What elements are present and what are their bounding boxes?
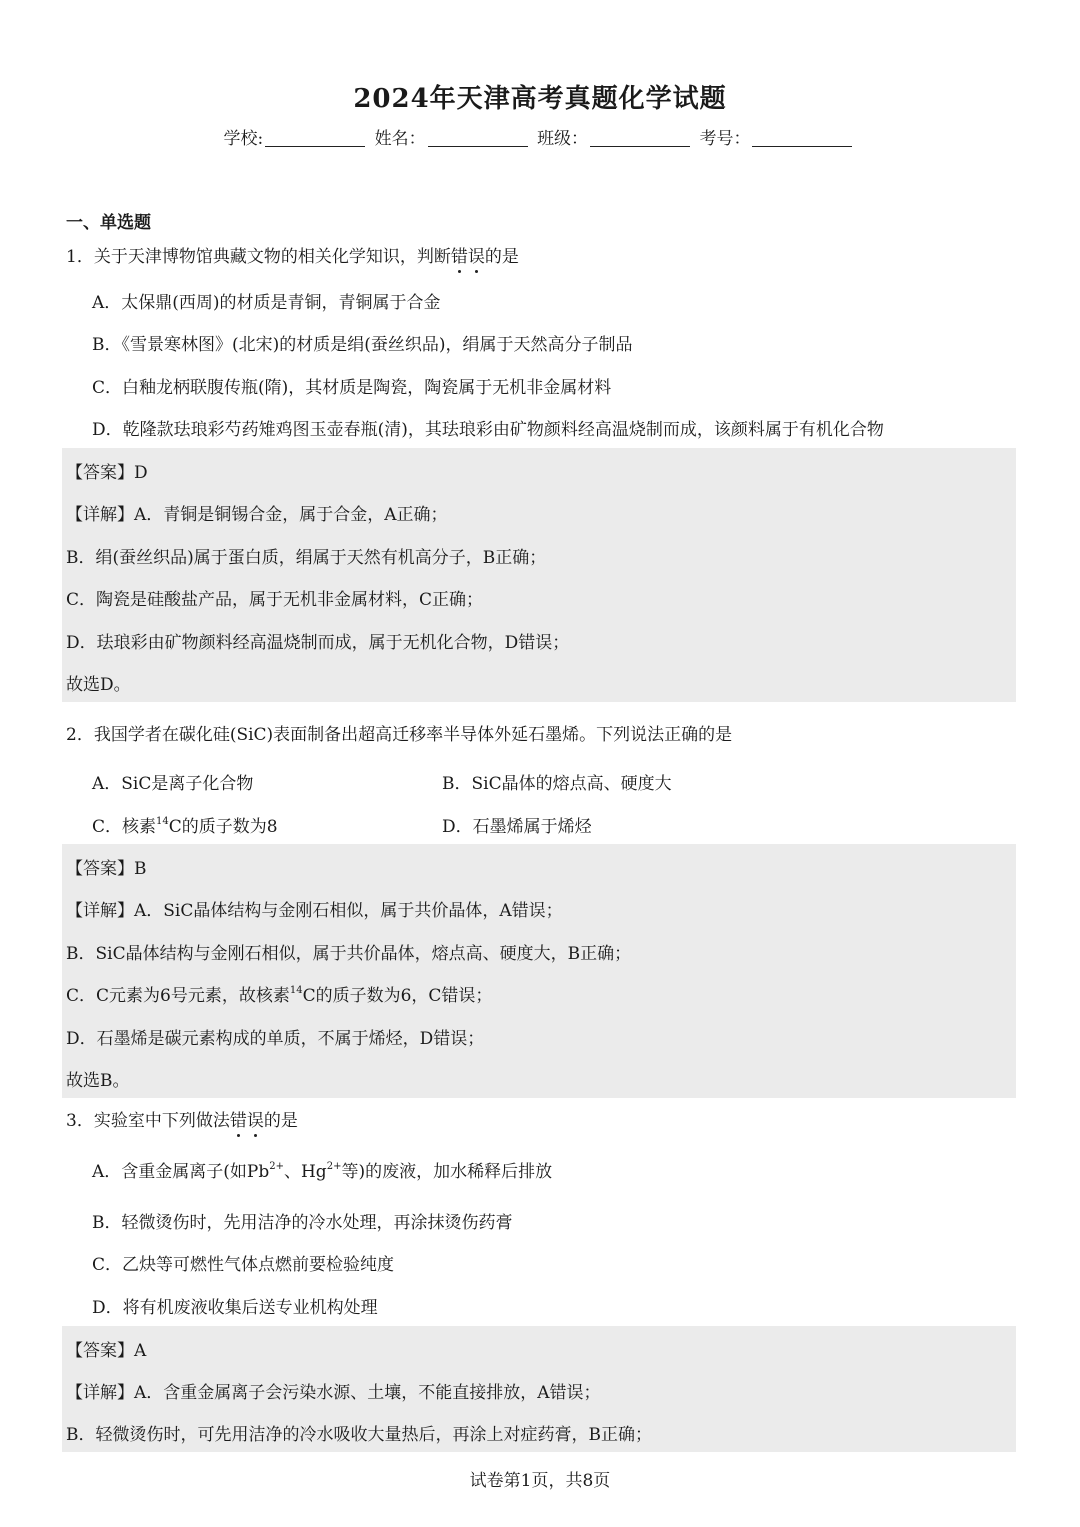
answer-box-1 <box>62 448 1016 702</box>
question-1-detail-line: D．珐琅彩由矿物颜料经高温烧制而成，属于无机化合物，D错误； <box>66 633 570 653</box>
school-label: 学校: <box>223 129 264 149</box>
question-1-detail-line: 故选D。 <box>66 675 131 695</box>
question-2-detail-line: D．石墨烯是碳元素构成的单质，不属于烯烃，D错误； <box>66 1029 485 1049</box>
question-2-stem: 2．我国学者在碳化硅(SiC)表面制备出超高迁移率半导体外延石墨烯。下列说法正确的是 <box>66 725 733 745</box>
question-3-detail-line: B．轻微烫伤时，可先用洁净的冷水吸收大量热后，再涂上对症药膏，B正确； <box>66 1425 652 1445</box>
question-1-detail-line: B．绢(蚕丝织品)属于蛋白质，绢属于天然有机高分子，B正确； <box>66 548 547 568</box>
class-label: 班级： <box>537 129 589 149</box>
name-blank[interactable] <box>428 130 528 147</box>
question-3-detail-line: 【详解】A．含重金属离子会污染水源、土壤，不能直接排放，A错误； <box>66 1383 601 1403</box>
question-2-detail-line: 故选B。 <box>66 1071 130 1091</box>
section-heading: 一、单选题 <box>66 213 151 233</box>
question-3-option-b: B．轻微烫伤时，先用洁净的冷水处理，再涂抹烫伤药膏 <box>92 1213 513 1233</box>
number-label: 考号： <box>699 129 751 149</box>
page-title: 2024年天津高考真题化学试题 <box>353 84 727 114</box>
page-footer: 试卷第1页，共8页 <box>469 1471 611 1491</box>
question-2-answer: 【答案】B <box>66 859 147 879</box>
question-2-detail-line: 【详解】A．SiC晶体结构与金刚石相似，属于共价晶体，A错误； <box>66 901 563 921</box>
question-2-detail-line: B．SiC晶体结构与金刚石相似，属于共价晶体，熔点高、硬度大，B正确； <box>66 944 632 964</box>
question-2-option-a: A．SiC是离子化合物 <box>92 774 254 794</box>
school-blank[interactable] <box>265 130 365 147</box>
question-1-option-c: C．白釉龙柄联腹传瓶(隋)，其材质是陶瓷，陶瓷属于无机非金属材料 <box>92 378 612 398</box>
question-2-option-b: B．SiC晶体的熔点高、硬度大 <box>442 774 672 794</box>
question-1-detail-line: C．陶瓷是硅酸盐产品，属于无机非金属材料，C正确； <box>66 590 484 610</box>
number-blank[interactable] <box>752 130 852 147</box>
question-1-answer: 【答案】D <box>66 463 148 483</box>
question-3-option-c: C．乙炔等可燃性气体点燃前要检验纯度 <box>92 1255 395 1275</box>
question-3-option-d: D．将有机废液收集后送专业机构处理 <box>92 1298 378 1318</box>
question-2-detail-line: C．C元素为6号元素，故核素$^{14}$C的质子数为6，C错误； <box>66 985 493 1006</box>
question-2-option-c: C．核素$^{14}$C的质子数为8 <box>92 816 278 837</box>
question-1-option-a: A．太保鼎(西周)的材质是青铜，青铜属于合金 <box>92 293 441 313</box>
class-blank[interactable] <box>590 130 690 147</box>
question-1-stem: 1．关于天津博物馆典藏文物的相关化学知识，判断错误的是 <box>66 242 519 267</box>
question-2-option-d: D．石墨烯属于烯烃 <box>442 817 592 837</box>
answer-box-2 <box>62 844 1016 1098</box>
question-1-option-b: B．《雪景寒林图》(北宋)的材质是绢(蚕丝织品)，绢属于天然高分子制品 <box>92 335 633 355</box>
question-3-answer: 【答案】A <box>66 1341 147 1361</box>
student-info-line <box>0 124 1080 149</box>
question-1-detail-line: 【详解】A．青铜是铜锡合金，属于合金，A正确； <box>66 505 448 525</box>
name-label: 姓名： <box>374 129 426 149</box>
question-3-stem: 3．实验室中下列做法错误的是 <box>66 1106 298 1131</box>
question-3-option-a: A．含重金属离子(如$Pb^{2+}$、$Hg^{2+}$等)的废液，加水稀释后排放 <box>92 1161 553 1182</box>
question-1-option-d: D．乾隆款珐琅彩芍药雉鸡图玉壶春瓶(清)，其珐琅彩由矿物颜料经高温烧制而成，该颜料属于有机化合物 <box>92 420 884 440</box>
